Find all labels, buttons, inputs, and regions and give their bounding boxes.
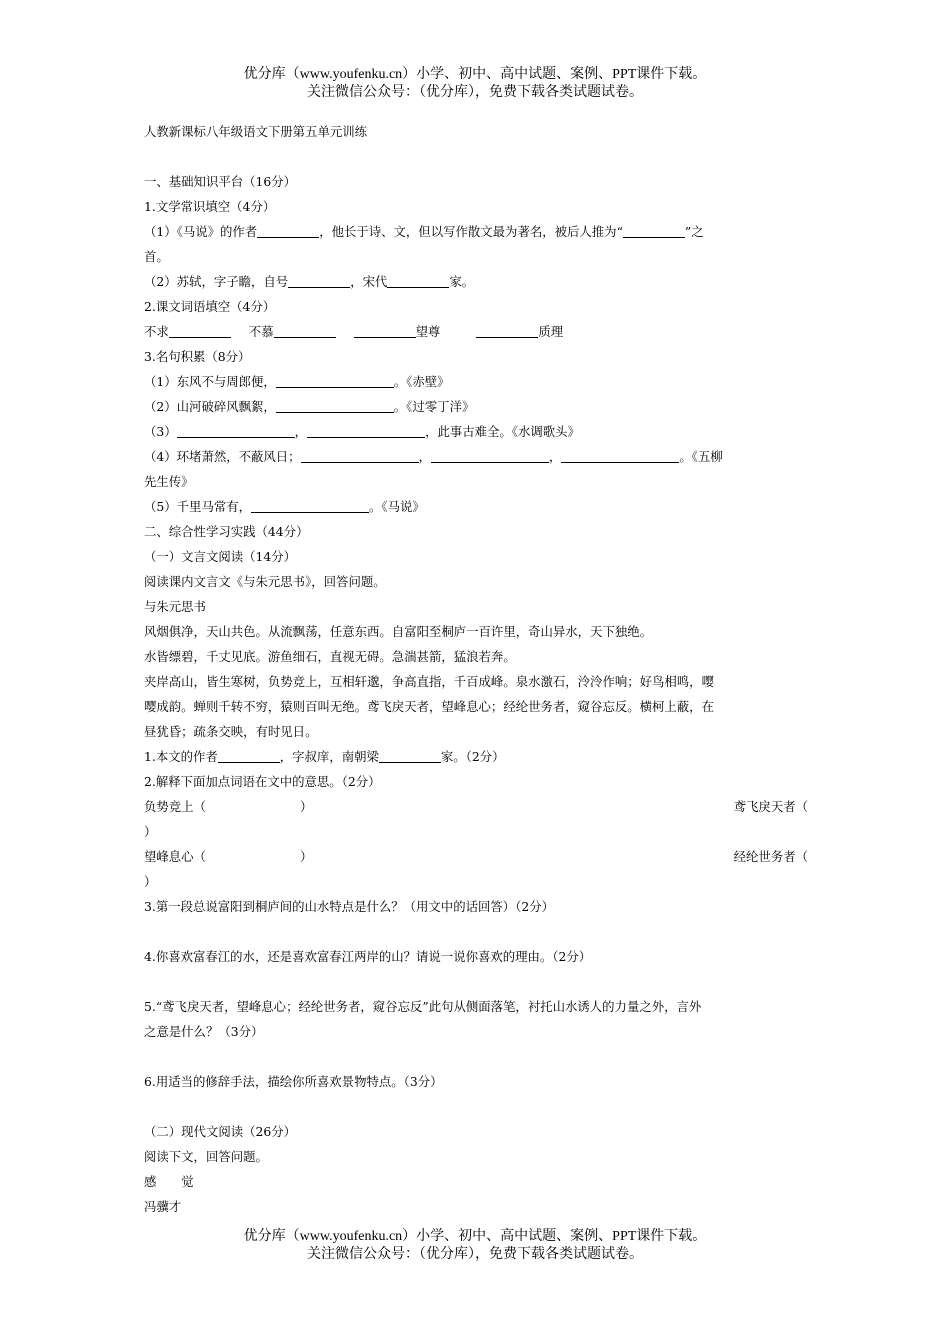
q3-4-cont: 先生传》 [144,474,194,489]
answer-blank [307,423,425,438]
passage-title: 与朱元思书 [144,599,206,614]
reading-q2-row-1: 负势竞上（ ） 鸢飞戾天者（ [144,799,808,814]
subsection-1-title: （一）文言文阅读（14分） [144,549,297,564]
footer-line-2: 关注微信公众号：（优分库），免费下载各类试题试卷。 [307,1247,643,1262]
document-title: 人教新课标八年级语文下册第五单元训练 [144,124,368,139]
footer-line-1: 优分库（www.youfenku.cn）小学、初中、高中试题、案例、PPT课件下载。 [243,1229,707,1244]
reading-q3: 3.第一段总说富阳到桐庐间的山水特点是什么？（用文中的话回答）（2分） [144,899,555,914]
answer-blank [251,498,369,513]
answer-blank [431,448,549,463]
reading-q2-close-2: ） [144,874,157,889]
article-title: 感 觉 [144,1174,194,1189]
passage-para-3-line-3: 昼犹昏；疏条交映，有时见日。 [144,724,318,739]
q1-title: 1.文学常识填空（4分） [144,199,276,214]
q2-words: 不求 不慕 望尊 质理 [144,324,564,339]
header-line-1: 优分库（www.youfenku.cn）小学、初中、高中试题、案例、PPT课件下载。 [243,67,707,82]
q3-title: 3.名句积累（8分） [144,349,251,364]
page-footer [0,1228,950,1264]
passage-para-1: 风烟俱净，天山共色。从流飘荡，任意东西。自富阳至桐庐一百许里，奇山异水，天下独绝。 [144,624,653,639]
passage-para-2: 水皆缥碧，千丈见底。游鱼细石，直视无碍。急湍甚箭，猛浪若奔。 [144,649,516,664]
answer-blank [476,323,538,338]
answer-blank [218,748,280,763]
reading-q5-line-1: 5.“鸢飞戾天者，望峰息心；经纶世务者，窥谷忘反”此句从侧面落笔，衬托山水诱人的力量之外，言外 [144,999,702,1014]
answer-blank [257,223,319,238]
answer-blank [301,448,419,463]
section-2-title: 二、综合性学习实践（44分） [144,524,309,539]
reading-q2: 2.解释下面加点词语在文中的意思。（2分） [144,774,381,789]
document-body [144,119,808,1219]
reading-q4: 4.你喜欢富春江的水，还是喜欢富春江两岸的山？请说一说你喜欢的理由。（2分） [144,949,592,964]
answer-blank [561,448,679,463]
reading-q1: 1.本文的作者 ，字叔庠，南朝梁 家。（2分） [144,749,505,764]
q1-2: （2）苏轼，字子瞻，自号 ，宋代 家。 [144,274,475,289]
answer-blank [177,423,295,438]
q3-2: （2）山河破碎风飘絮， 。《过零丁洋》 [144,399,475,414]
reading-q2-row-2: 望峰息心（ ） 经纶世务者（ [144,849,808,864]
answer-blank [288,273,350,288]
article-author: 冯骥才 [144,1199,182,1214]
reading-q2-close-1: ） [144,824,157,839]
answer-blank [354,323,416,338]
reading-intro: 阅读课内文言文《与朱元思书》，回答问题。 [144,574,386,589]
answer-blank [623,223,685,238]
q3-4: （4）环堵萧然，不蔽风日； ， ， 。《五柳 [144,449,723,464]
q2-title: 2.课文词语填空（4分） [144,299,276,314]
reading-q6: 6.用适当的修辞手法，描绘你所喜欢景物特点。（3分） [144,1074,443,1089]
answer-blank [274,323,336,338]
page-header [0,66,950,102]
answer-blank [169,323,231,338]
answer-blank [379,748,441,763]
q1-1: （1）《马说》的作者 ，他长于诗、文，但以写作散文最为著名，被后人推为“ ”之 [144,224,704,239]
answer-blank [276,373,394,388]
section-1-title: 一、基础知识平台（16分） [144,174,297,189]
q3-1: （1）东风不与周郎便， 。《赤壁》 [144,374,450,389]
reading-q5-line-2: 之意是什么？（3分） [144,1024,264,1039]
q1-1-cont: 首。 [144,249,169,264]
q3-3: （3） ， ，此事古难全。《水调歌头》 [144,424,580,439]
passage-para-3-line-1: 夹岸高山，皆生寒树，负势竞上，互相轩邈，争高直指，千百成峰。泉水激石，泠泠作响；好鸟相鸣，嘤 [144,674,714,689]
q3-5: （5）千里马常有， 。《马说》 [144,499,425,514]
header-line-2: 关注微信公众号：（优分库），免费下载各类试题试卷。 [307,85,643,100]
answer-blank [387,273,449,288]
answer-blank [276,398,394,413]
reading-intro-2: 阅读下文，回答问题。 [144,1149,268,1164]
subsection-2-title: （二）现代文阅读（26分） [144,1124,297,1139]
passage-para-3-line-2: 嘤成韵。蝉则千转不穷，猿则百叫无绝。鸢飞戾天者，望峰息心；经纶世务者，窥谷忘反。横柯上蔽，在 [144,699,714,714]
